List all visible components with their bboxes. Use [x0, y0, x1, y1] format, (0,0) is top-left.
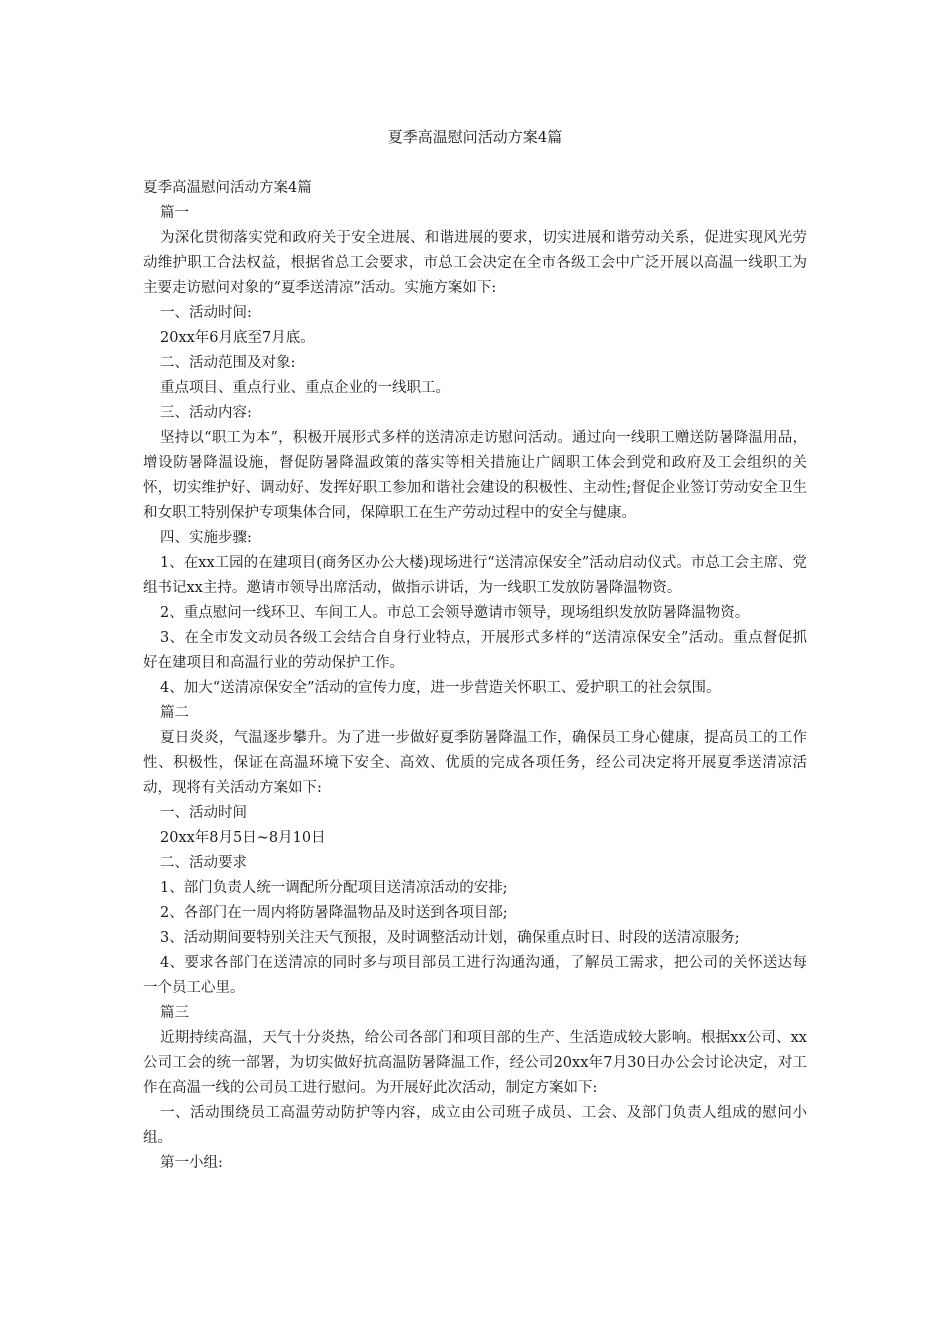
paragraph: 近期持续高温，天气十分炎热，给公司各部门和项目部的生产、生活造成较大影响。根据xx公司、xx公司工会的统一部署，为切实做好抗高温防暑降温工作，经公司20xx年7月30日办公会讨论决定，对工作在高温一线的公司员工进行慰问。为开展好此次活动，制定方案如下:: [143, 1030, 807, 1096]
paragraph: 20xx年6月底至7月底。: [160, 330, 315, 346]
paragraph: 篇三: [160, 1005, 189, 1021]
paragraph: 1、在xx工园的在建项目(商务区办公大楼)现场进行“送清凉保安全”活动启动仪式。市总工会主席、党组书记xx主持。邀请市领导出席活动，做指示讲话，为一线职工发放防暑降温物资。: [143, 555, 807, 596]
paragraph: 2、各部门在一周内将防暑降温物品及时送到各项目部;: [160, 905, 508, 921]
paragraph: 一、活动时间:: [160, 305, 252, 321]
paragraph: 一、活动时间: [160, 805, 247, 821]
paragraph: 夏日炎炎，气温逐步攀升。为了进一步做好夏季防暑降温工作，确保员工身心健康，提高员工的工作性、积极性，保证在高温环境下安全、高效、优质的完成各项任务，经公司决定将开展夏季送清凉活动，现将有关活动方案如下:: [143, 730, 807, 796]
document-body: [143, 176, 807, 1176]
paragraph: 重点项目、重点行业、重点企业的一线职工。: [160, 380, 450, 396]
paragraph: 坚持以“职工为本”，积极开展形式多样的送清凉走访慰问活动。通过向一线职工赠送防暑降温用品，增设防暑降温设施，督促防暑降温政策的落实等相关措施让广阔职工体会到党和政府及工会组织的关怀，切实维护好、调动好、发挥好职工参加和谐社会建设的积极性、主动性;督促企业签订劳动安全卫生和女职工特别保护专项集体合同，保障职工在生产劳动过程中的安全与健康。: [143, 430, 807, 521]
paragraph: 2、重点慰问一线环卫、车间工人。市总工会领导邀请市领导，现场组织发放防暑降温物资。: [160, 605, 750, 621]
paragraph: 二、活动范围及对象:: [160, 355, 296, 371]
paragraph: 4、加大“送清凉保安全”活动的宣传力度，进一步营造关怀职工、爱护职工的社会氛围。: [160, 680, 721, 696]
paragraph: 一、活动围绕员工高温劳动防护等内容，成立由公司班子成员、工会、及部门负责人组成的慰问小组。: [143, 1105, 807, 1146]
paragraph: 为深化贯彻落实党和政府关于安全进展、和谐进展的要求，切实进展和谐劳动关系，促进实现风光劳动维护职工合法权益，根据省总工会要求，市总工会决定在全市各级工会中广泛开展以高温一线职工为主要走访慰问对象的“夏季送清凉”活动。实施方案如下:: [143, 230, 807, 296]
paragraph: 四、实施步骤:: [160, 530, 252, 546]
paragraph: 4、要求各部门在送清凉的同时多与项目部员工进行沟通沟通，了解员工需求，把公司的关怀送达每一个员工心里。: [143, 955, 807, 996]
paragraph: 1、部门负责人统一调配所分配项目送清凉活动的安排;: [160, 880, 508, 896]
paragraph: 篇二: [160, 705, 189, 721]
document-title: 夏季高温慰问活动方案4篇: [387, 128, 563, 146]
paragraph: 第一小组:: [160, 1155, 223, 1171]
paragraph: 夏季高温慰问活动方案4篇: [143, 180, 312, 196]
paragraph: 三、活动内容:: [160, 405, 252, 421]
paragraph: 篇一: [160, 205, 189, 221]
paragraph: 二、活动要求: [160, 855, 247, 871]
paragraph: 20xx年8月5日~8月10日: [160, 830, 326, 846]
paragraph: 3、活动期间要特别关注天气预报，及时调整活动计划，确保重点时日、时段的送清凉服务;: [160, 930, 740, 946]
paragraph: 3、在全市发文动员各级工会结合自身行业特点，开展形式多样的“送清凉保安全”活动。重点督促抓好在建项目和高温行业的劳动保护工作。: [143, 630, 807, 671]
